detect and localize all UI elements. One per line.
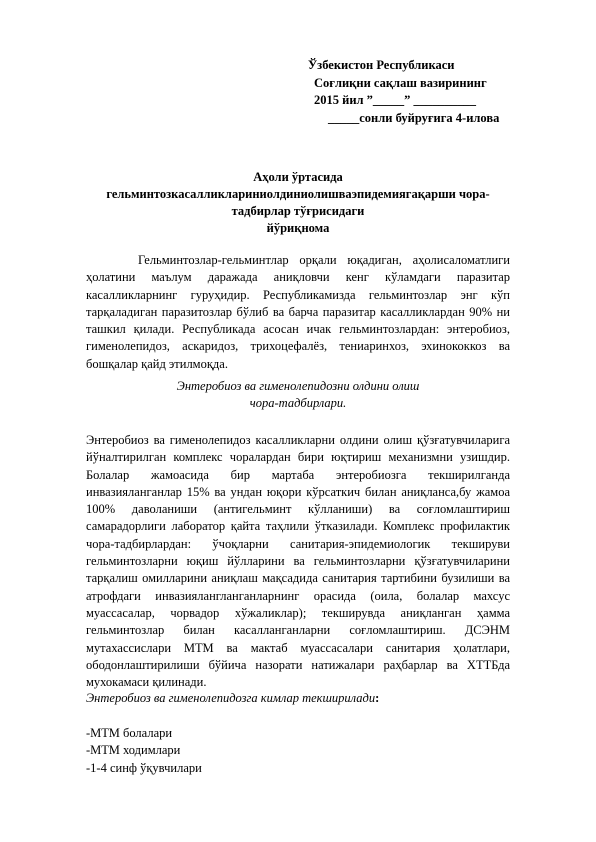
document-title: [86, 169, 510, 237]
title-line-1: Аҳоли ўртасида: [253, 170, 343, 184]
approval-header: [308, 57, 538, 127]
header-line-4: _____сонли буйруғига 4-илова: [328, 110, 500, 125]
section2-heading: [86, 690, 510, 707]
title-line-4: йўриқнома: [266, 221, 330, 235]
section1-paragraph: Энтеробиоз ва гименолепидоз касалликларни олдини олиш қўзғатувчиларига йўналтирилган комплекс чоралардан бири юқтириш механизмни узишдир. Болалар жамоасида бир мартаба энтеробиозга текширилганда инвазияланганлар 15% ва ундан юқори кўрсаткич билан аниқланса,бу жамоа 100% даволаниши (антигельминт кўлланиши) ва соғломлаштириш самарадорлиги лаборатор қайта таҳлили ўтказилади. Комплекс профилактик чора-тадбирлардан: ўчоқларни санитария-эпидемиологик текшируви гельминтозларни юқиш йўлларини ва гельминтозларни қўзғатувчиларини тарқалиш омилларини аниқлаш мақсадида санитария тартибини бузилиши ва атрофдаги инвазиялангланганларнинг орасида (оила, болалар махсус муассасалар, чорвадор хўжаликлар); текширувда аниқланган ҳамма гельминтозлар билан касалланганларни соғломлаштириш. ДСЭНМ мутахассислари МТМ ва мактаб муассасалари санитария ҳолатлари, ободонлаштирилиши бўйича назорати натижалари раҳбарлар ва ХТТБда мухокамаси қилинади.: [86, 433, 510, 690]
header-line-2: Соғлиқни сақлаш вазирининг: [314, 75, 487, 90]
section2-heading-text: Энтеробиоз ва гименолепидозга кимлар текширилади: [86, 691, 376, 705]
section1-heading-line-2: чора-тадбирлари.: [249, 396, 347, 411]
intro-paragraph: Гельминтозлар-гельминтлар орқали юқадиган, аҳолисаломатлиги ҳолатини маълум даражада аниқловчи кенг кўламдаги паразитар касалликларнинг гуруҳидир. Республикамизда гельминтозлар энг кўп тарқаладиган паразитозлар бўлиб ва барча паразитар касалликлардан 90% ни ташкил қилади. Республикада асосан ичак гельминтозлардан: энтеробиоз, гименолепидоз, аскаридоз, трихоцефалёз, тениаринхоз, эхинококкоз ва бошқалар қайд этилмоқда.: [86, 253, 510, 371]
list-item: -МТМ болалари: [86, 726, 173, 740]
header-line-3: 2015 йил ”_____” __________: [314, 93, 477, 107]
examined-groups-list: [86, 725, 510, 777]
header-line-1: Ўзбекистон Республикаси: [308, 58, 455, 72]
list-item: -МТМ ходимлари: [86, 743, 181, 758]
section1-heading: [86, 378, 510, 413]
title-line-2: гельминтозкасалликлариниолдиниолишваэпидемиягақарши чора-: [106, 187, 490, 201]
section1-heading-line-1: Энтеробиоз ва гименолепидозни олдини олиш: [176, 379, 420, 393]
title-line-3: тадбирлар тўғрисидаги: [231, 204, 365, 218]
section2-heading-colon: :: [375, 691, 380, 705]
list-item: -1-4 синф ўқувчилари: [86, 760, 202, 775]
